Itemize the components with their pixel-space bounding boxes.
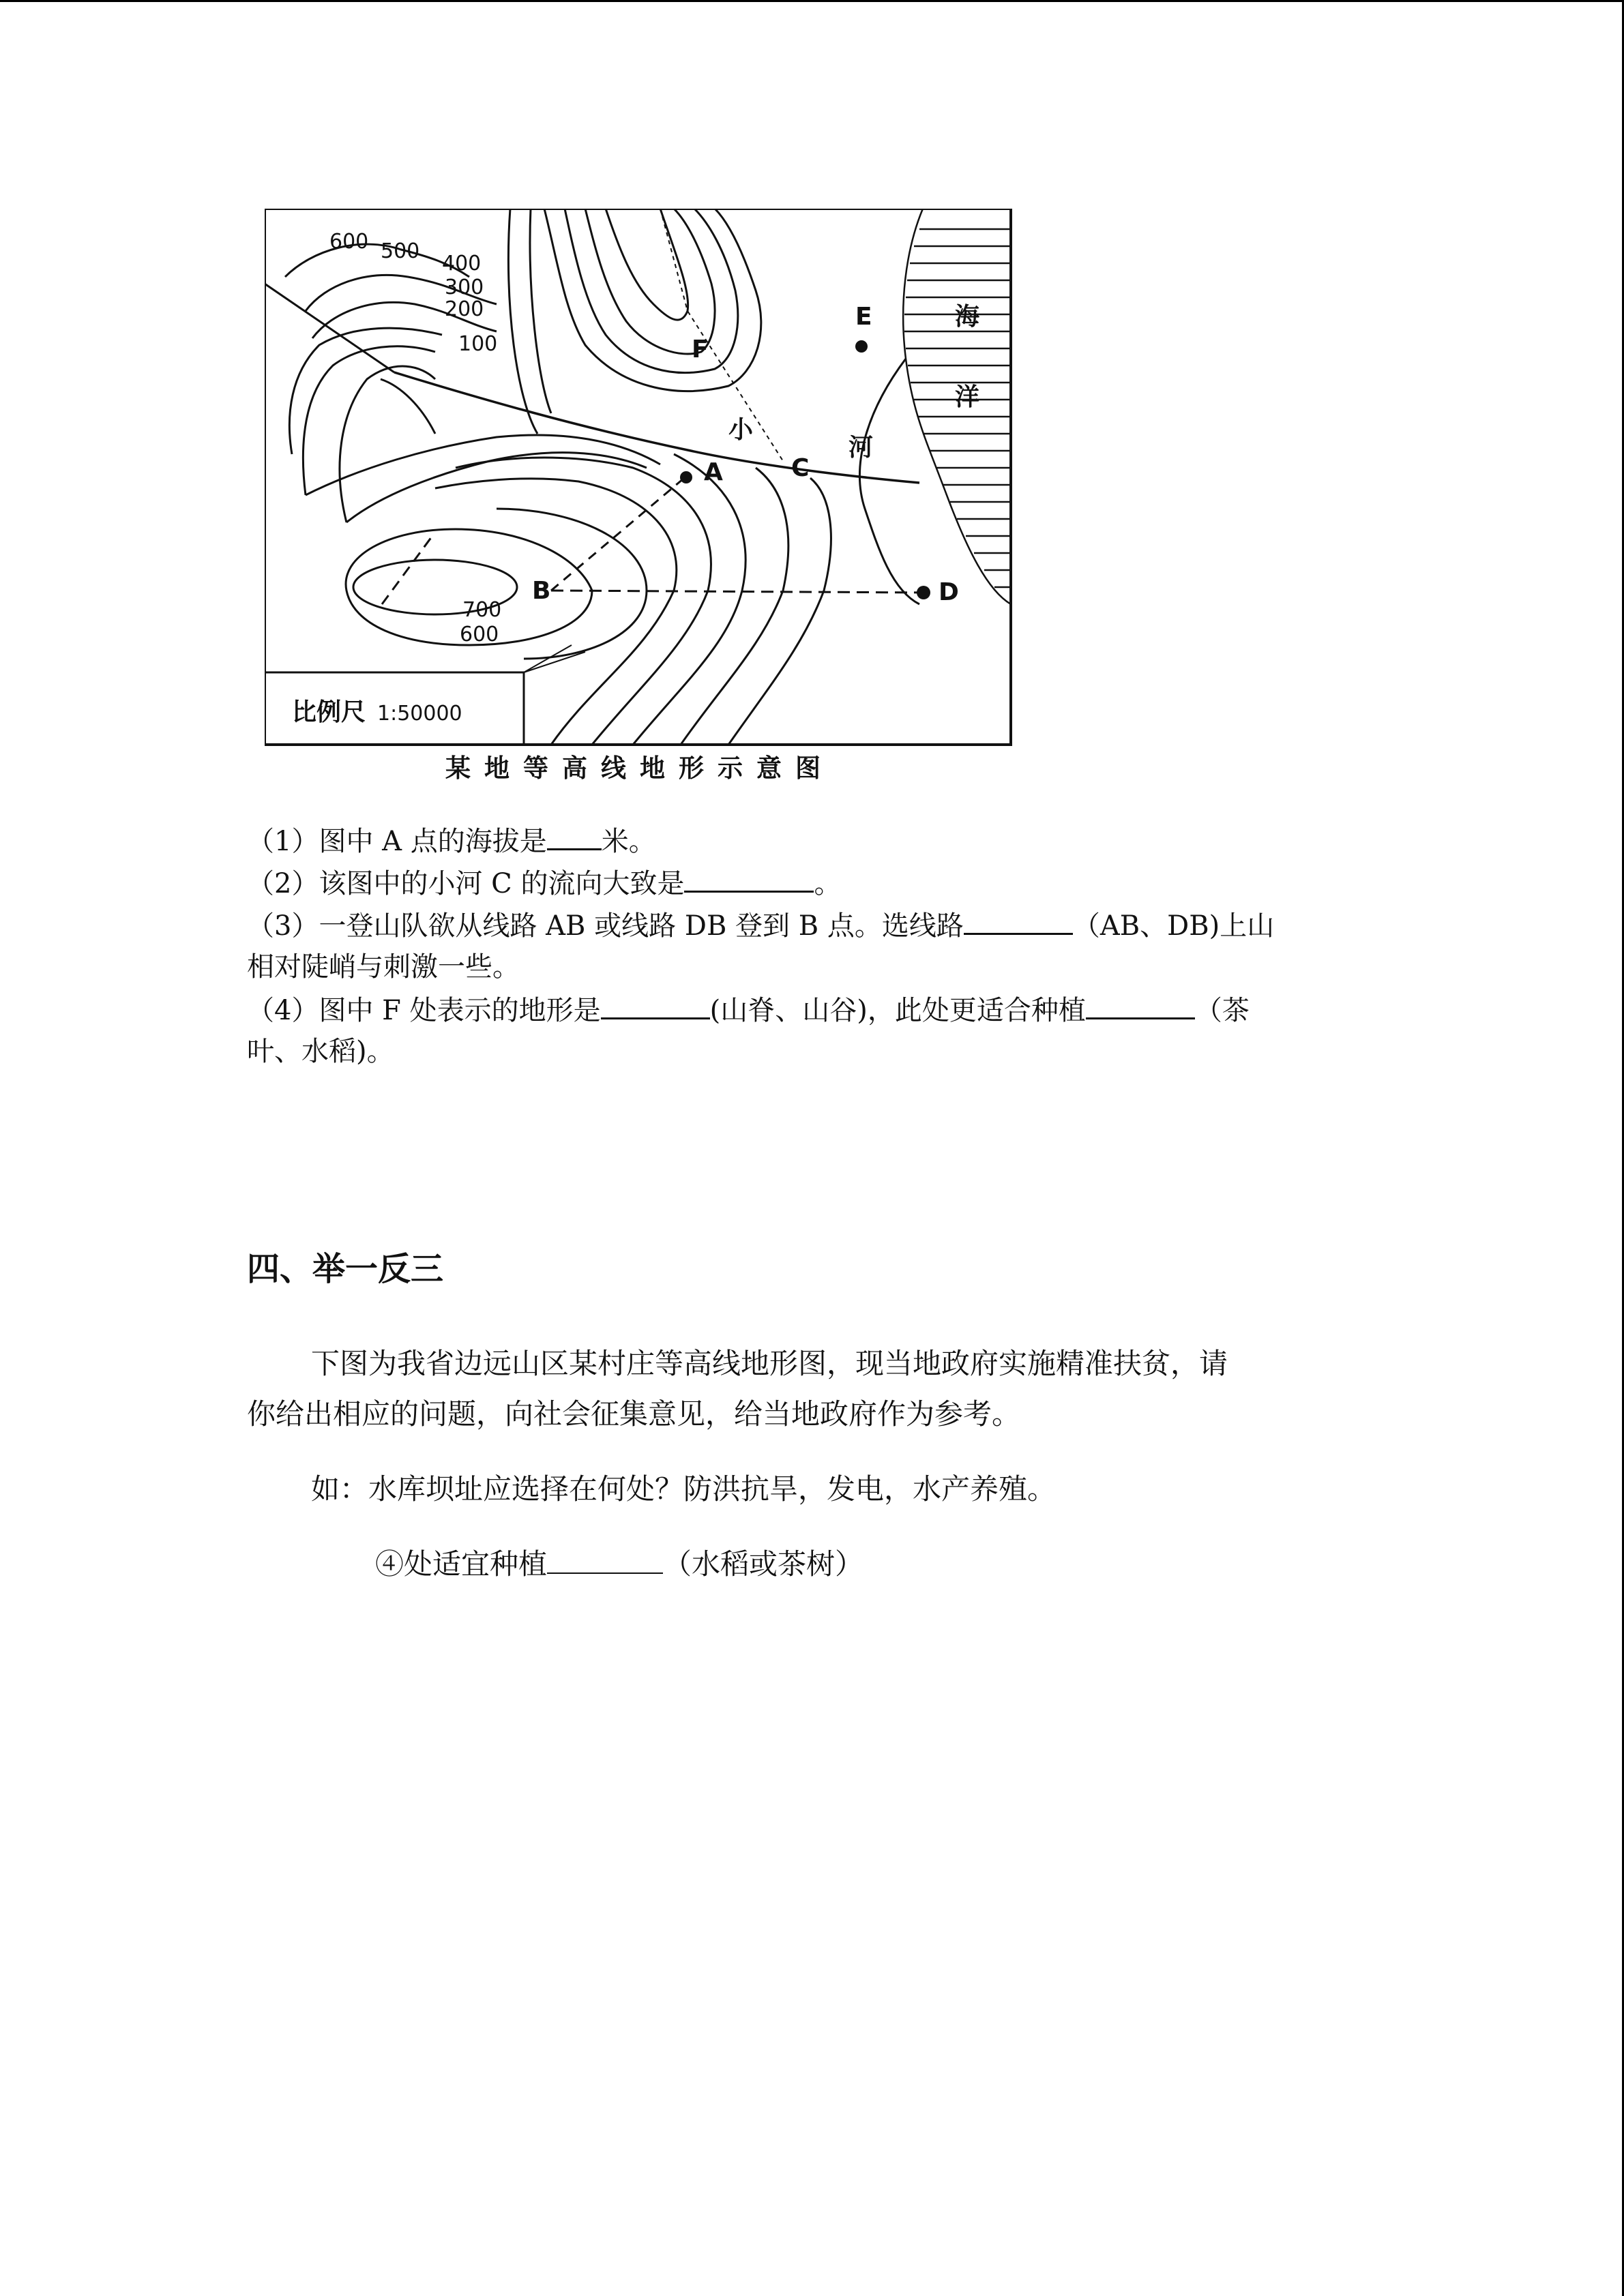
river-label-he: 河: [848, 434, 874, 462]
point-e-dot: [855, 340, 868, 353]
contour-label-600b: 600: [460, 623, 499, 646]
route-ab: [382, 534, 434, 604]
river-label-xiao: 小: [728, 416, 754, 444]
sea-label-yang: 洋: [955, 383, 980, 411]
point-d-dot: [917, 586, 930, 599]
question-4: [247, 990, 1379, 1072]
contour-label-200: 200: [445, 297, 484, 321]
q1-suffix: 米。: [601, 826, 656, 857]
scale-value: 1:50000: [377, 702, 462, 726]
item4-blank[interactable]: [547, 1545, 663, 1574]
q4-blank-2[interactable]: [1086, 990, 1195, 1019]
map-frame: [265, 209, 1011, 745]
contours: [285, 209, 831, 745]
q3-blank[interactable]: [964, 906, 1073, 935]
valley-dashed: [660, 209, 783, 461]
contour-label-500: 500: [381, 239, 420, 263]
q3-suffix: （AB、DB)上山: [1072, 910, 1275, 942]
q2-blank[interactable]: [684, 863, 814, 893]
point-d-label: D: [939, 578, 959, 606]
point-a-label: A: [704, 458, 723, 486]
contour-label-300: 300: [445, 275, 484, 299]
q1-blank[interactable]: [547, 821, 602, 850]
item4-text: ④处适宜种植: [375, 1547, 548, 1581]
q3-text: （3）一登山队欲从线路 AB 或线路 DB 登到 B 点。选线路: [247, 910, 964, 942]
question-2: [247, 863, 1379, 904]
scale-label: 比例尺: [292, 698, 366, 726]
contour-map-figure: [265, 209, 1015, 783]
question-3: [247, 906, 1379, 987]
q4-blank-1[interactable]: [601, 990, 710, 1019]
q4-suffix: （茶: [1194, 995, 1250, 1026]
figure-caption: 某地等高线地形示意图: [445, 754, 834, 783]
point-b-label: B: [532, 577, 551, 605]
contour-label-600: 600: [329, 230, 369, 254]
contour-label-100: 100: [458, 332, 498, 356]
q2-suffix: 。: [814, 868, 842, 899]
section-para-line2: 你给出相应的问题，向社会征集意见，给当地政府作为参考。: [247, 1397, 1021, 1431]
route-db-line: [551, 591, 924, 593]
section-heading: 四、举一反三: [247, 1250, 444, 1288]
section-para-line1: 下图为我省边远山区某村庄等高线地形图，现当地政府实施精准扶贫，请: [311, 1347, 1228, 1380]
q4-mid: (山脊、山谷)，此处更适合种植: [709, 995, 1086, 1026]
point-e-label: E: [855, 303, 872, 331]
question-1: [247, 821, 1379, 862]
q3-line2: 相对陡峭与刺激一些。: [247, 951, 520, 983]
item4-suffix: （水稻或茶树）: [663, 1547, 864, 1581]
point-a-dot: [680, 471, 692, 483]
q2-text: （2）该图中的小河 C 的流向大致是: [247, 868, 685, 899]
contour-label-400: 400: [442, 252, 482, 275]
section-example: 如：水库坝址应选择在何处？防洪抗旱，发电，水产养殖。: [311, 1472, 1057, 1506]
contour-label-700: 700: [462, 598, 502, 622]
point-c-label: C: [791, 454, 810, 482]
q4-line2: 叶、水稻)。: [247, 1036, 394, 1067]
q1-text: （1）图中 A 点的海拔是: [247, 826, 547, 857]
route-ab-line: [551, 479, 683, 591]
page-top-border: [0, 0, 1624, 2]
q4-text: （4）图中 F 处表示的地形是: [247, 995, 601, 1026]
point-f-label: F: [692, 336, 709, 363]
section-item-4: [375, 1538, 1398, 1590]
sea-label-hai: 海: [955, 303, 980, 331]
contour-map: [265, 209, 1015, 747]
